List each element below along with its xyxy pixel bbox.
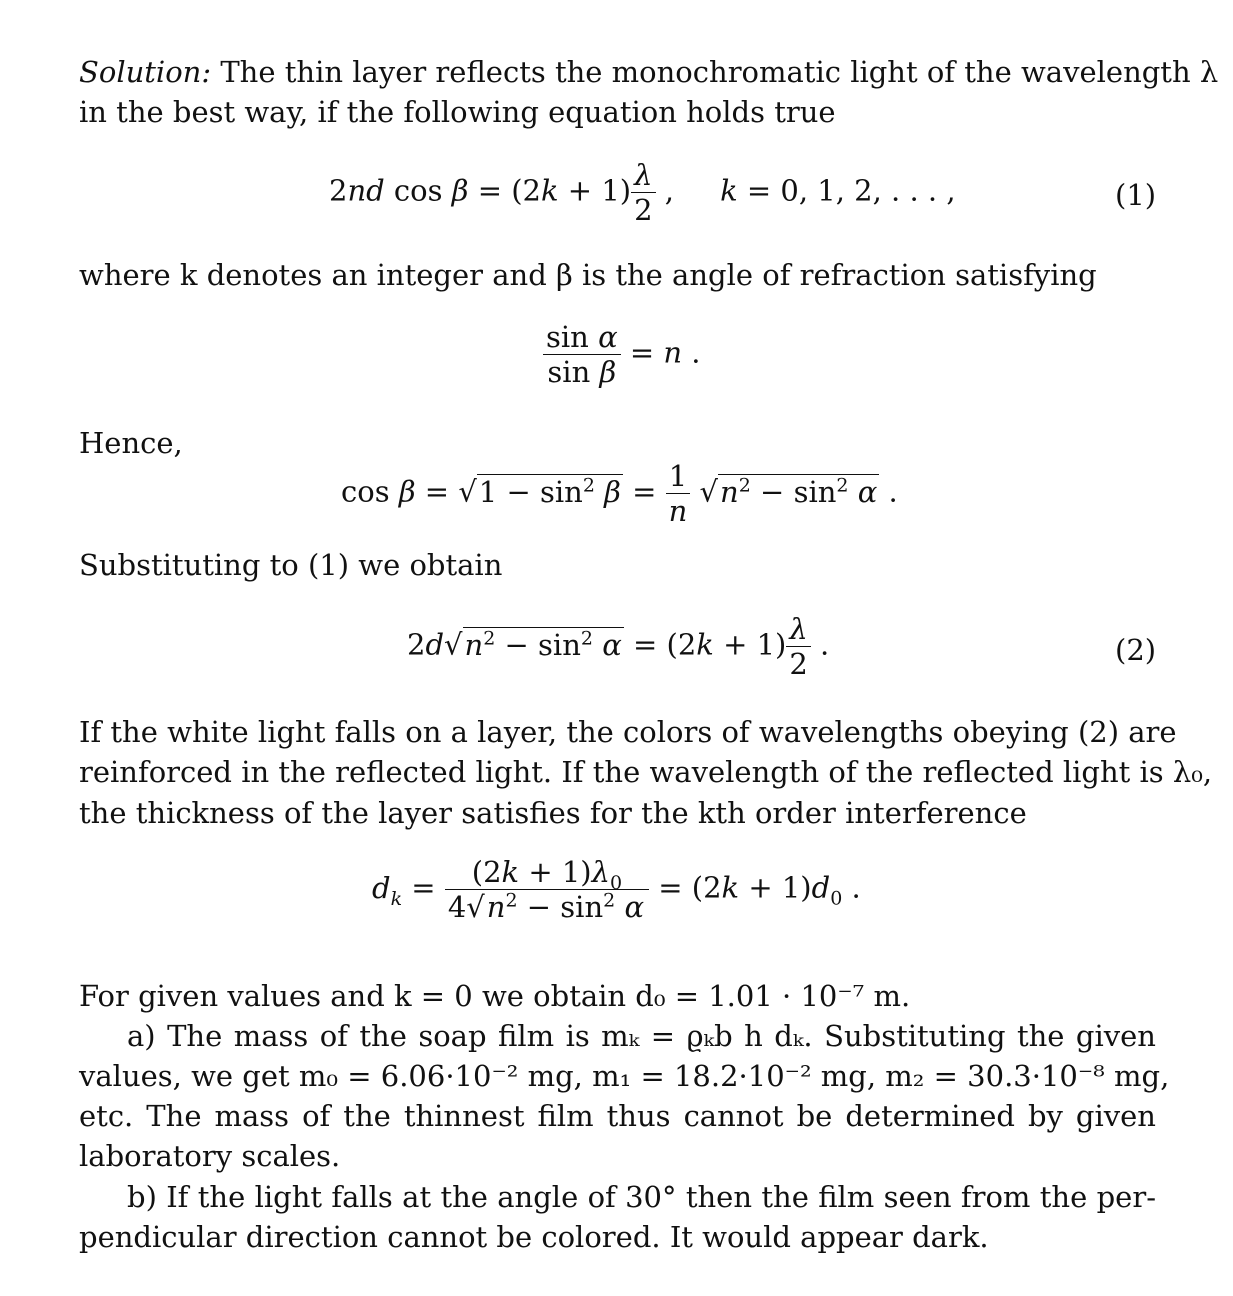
paragraph-where: where k denotes an integer and β is the angle of refraction satisfying xyxy=(79,258,1097,292)
equation-snell: $\frac{\text{sin α}}{\text{sin β}}$ = n . xyxy=(543,320,701,389)
paragraph-a-line-1: a) The mass of the soap film is mₖ = ϱₖb h dₖ. Substituting the given xyxy=(127,1019,1156,1053)
paragraph-a-line-3: etc. The mass of the thinnest film thus cannot be determined by given xyxy=(79,1099,1156,1133)
paragraph-intro-line-1 xyxy=(79,52,1219,92)
paragraph-b-line-2: pendicular direction cannot be colored. It would appear dark. xyxy=(79,1220,989,1254)
equation-1-label: (1) xyxy=(1115,178,1157,212)
equation-2-label: (2) xyxy=(1115,633,1157,667)
paragraph-white-light-line-1: If the white light falls on a layer, the colors of wavelengths obeying (2) are xyxy=(79,715,1177,749)
paragraph-intro-line-2: in the best way, if the following equation holds true xyxy=(79,95,836,129)
paragraph-b-line-1: b) If the light falls at the angle of 30° then the film seen from the per- xyxy=(127,1180,1156,1214)
paragraph-a-line-2: values, we get m₀ = 6.06·10⁻² mg, m₁ = 18.2·10⁻² mg, m₂ = 30.3·10⁻⁸ mg, xyxy=(79,1059,1170,1093)
paragraph-hence: Hence, xyxy=(79,426,183,460)
paragraph-a-line-4: laboratory scales. xyxy=(79,1139,341,1173)
paragraph-white-light-line-2: reinforced in the reflected light. If the wavelength of the reflected light is λ₀, xyxy=(79,755,1213,789)
solution-label: Solution: xyxy=(79,55,212,89)
paragraph-white-light-line-3: the thickness of the layer satisfies for the kth order interference xyxy=(79,796,1027,830)
paragraph-given-values: For given values and k = 0 we obtain d₀ = 1.01 · 10⁻⁷ m. xyxy=(79,979,911,1013)
equation-1: 2nd cos β = (2k + 1) $\frac{\lambda}{2}$ , k = 0, 1, 2, . . . , xyxy=(329,158,956,227)
equation-dk: $d_k$ = $\frac{(2k + 1)\lambda_0}{4√n^2 - \sin^2 \alpha}$ = $(2k + 1)d_0$ . xyxy=(372,855,861,924)
intro-text-1: The thin layer reflects the monochromatic light of the wavelength λ xyxy=(220,55,1219,89)
equation-cos-beta: $\cos \beta = √1 - \sin^2 \beta$ = $\frac{1}{n}$ $√n^2 - \sin^2 \alpha$ . xyxy=(341,459,898,528)
paragraph-substituting: Substituting to (1) we obtain xyxy=(79,548,503,582)
equation-2: $2d√n^2 - \sin^2 \alpha = (2k + 1)$ $\frac{\lambda}{2}$ . xyxy=(407,612,830,681)
